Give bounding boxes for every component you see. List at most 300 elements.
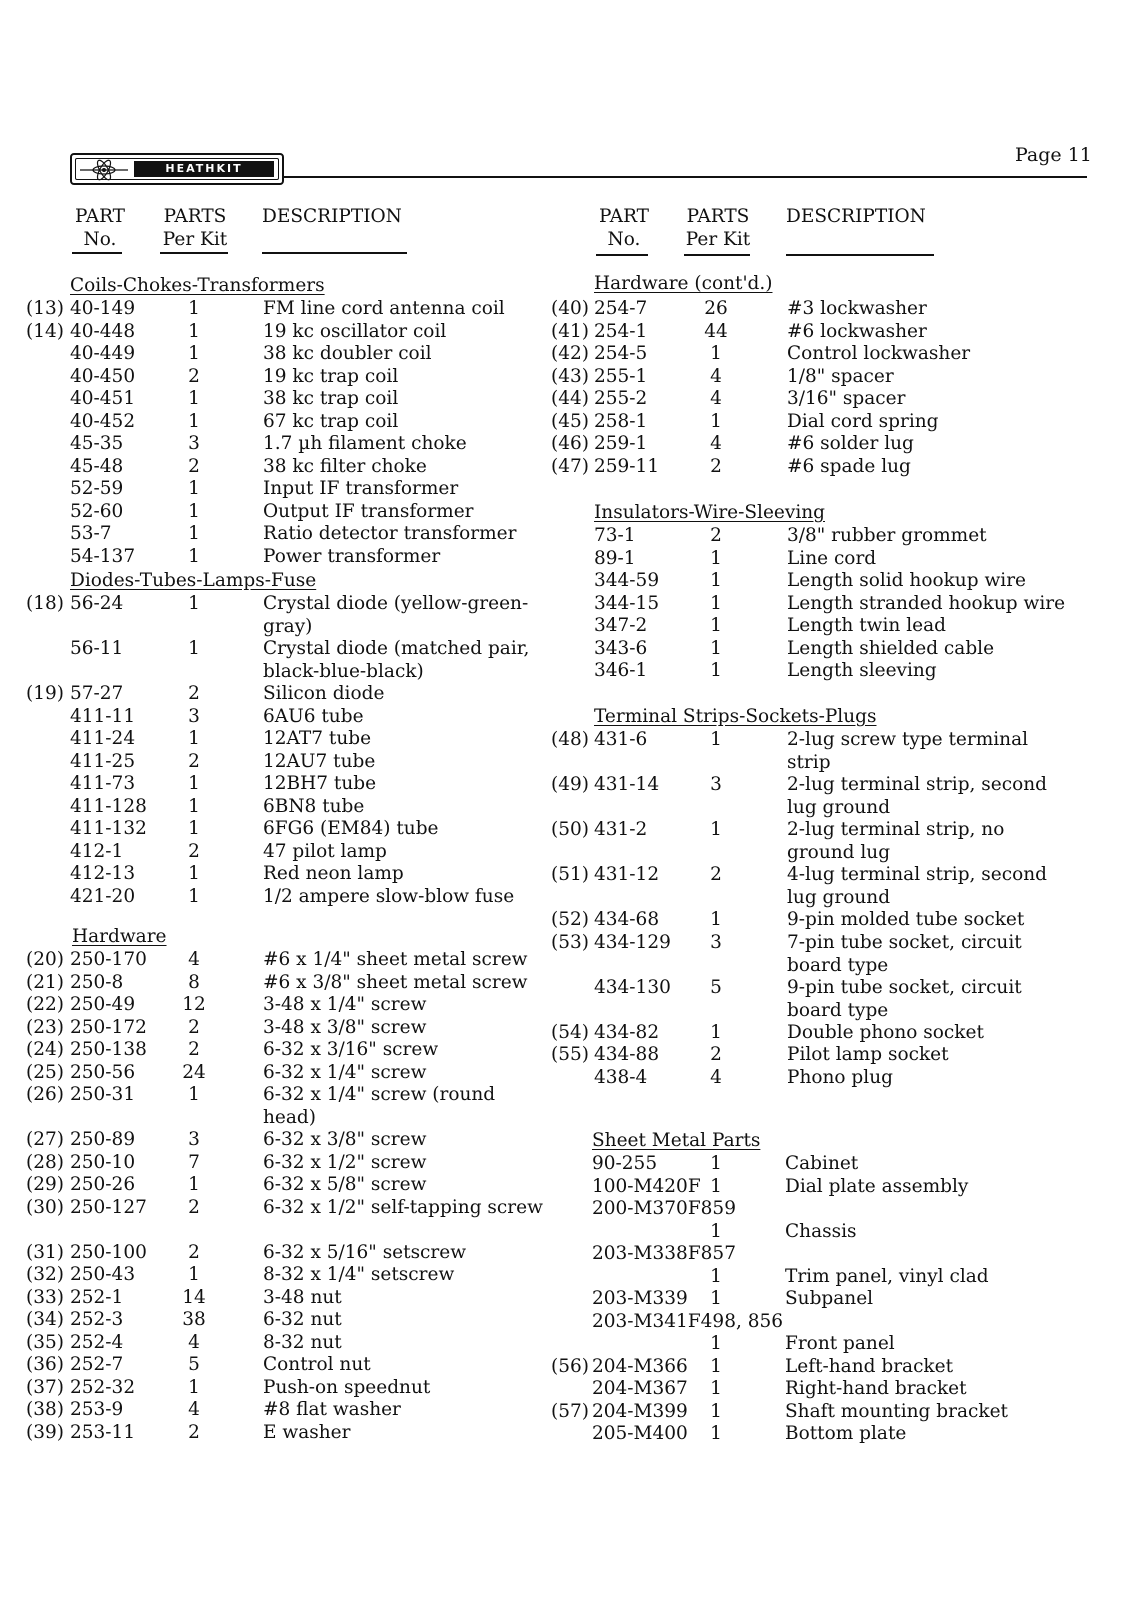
description: Control lockwasher (787, 343, 971, 364)
quantity: 1 (188, 728, 200, 749)
part-number: 258-1 (594, 410, 648, 432)
part-number: 421-20 (70, 885, 136, 907)
callout-number: (14) (26, 320, 64, 342)
quantity: 26 (704, 298, 728, 319)
callout-number: (31) (26, 1241, 64, 1263)
section-heading-hardware-contd: Hardware (cont'd.) (594, 273, 773, 294)
part-number: 255-2 (594, 388, 648, 409)
description: 47 pilot lamp (263, 840, 387, 862)
description: Length sleeving (787, 660, 937, 681)
quantity: 2 (188, 840, 200, 862)
quantity: 2 (710, 455, 722, 477)
header-underline (596, 254, 648, 256)
callout-number: (18) (26, 593, 64, 614)
part-number: 431-6 (594, 729, 648, 750)
header-parts-per-kit: PARTS Per Kit (685, 206, 751, 250)
atom-icon (78, 159, 130, 181)
callout-number: (39) (26, 1421, 64, 1443)
callout-number: (22) (26, 994, 64, 1015)
description: Length twin lead (787, 615, 946, 636)
quantity: 1 (188, 1376, 200, 1398)
quantity: 1 (188, 593, 200, 614)
parts-row (0, 1083, 1132, 1128)
part-number: 253-9 (70, 1399, 124, 1420)
quantity: 7 (188, 1151, 200, 1173)
quantity: 3 (188, 433, 200, 454)
quantity: 1 (710, 592, 722, 614)
part-number: 250-89 (70, 1129, 136, 1150)
quantity: 1 (710, 1333, 722, 1354)
callout-number: (55) (551, 1044, 589, 1065)
quantity: 2 (188, 1196, 200, 1218)
part-number: 250-10 (70, 1151, 136, 1173)
part-number: 434-68 (594, 909, 660, 930)
header-description: DESCRIPTION (786, 206, 926, 227)
description: Bottom plate (785, 1423, 907, 1444)
quantity: 3 (710, 774, 722, 795)
quantity: 4 (710, 365, 722, 387)
quantity: 1 (710, 637, 722, 659)
description: 6-32 x 3/16" screw (263, 1039, 439, 1060)
callout-number: (42) (551, 343, 589, 364)
quantity: 1 (188, 773, 200, 794)
quantity: 1 (710, 729, 722, 750)
quantity: 8 (188, 971, 200, 993)
parts-row (0, 863, 1132, 908)
part-number: 250-172 (70, 1016, 147, 1038)
part-number: 252-7 (70, 1354, 124, 1375)
description: 3-48 x 3/8" screw (263, 1016, 427, 1038)
parts-row (0, 1400, 1132, 1423)
description: 1/2 ampere slow-blow fuse (263, 885, 515, 907)
quantity: 1 (188, 298, 200, 319)
part-number: 344-59 (594, 570, 660, 591)
part-number: 343-6 (594, 637, 648, 659)
callout-number: (41) (551, 320, 589, 342)
part-number: 347-2 (594, 615, 648, 636)
quantity: 2 (188, 1421, 200, 1443)
part-number: 412-1 (70, 840, 124, 862)
parts-row (0, 410, 1132, 433)
callout-number: (49) (551, 774, 589, 795)
parts-row (0, 477, 1132, 500)
description: 6-32 nut (263, 1309, 342, 1330)
parts-row (0, 569, 1132, 592)
description: 2-lug screw type terminal strip (787, 729, 1029, 773)
part-number: 259-11 (594, 455, 660, 477)
parts-row (0, 1242, 1132, 1287)
description: 9-pin tube socket, circuit board type (787, 976, 1022, 1021)
header-part-no: PART No. (74, 206, 126, 250)
part-number: 45-35 (70, 433, 124, 454)
description: 38 kc filter choke (263, 455, 427, 477)
callout-number: (29) (26, 1174, 64, 1195)
quantity: 1 (188, 500, 200, 522)
part-number: 250-31 (70, 1084, 136, 1105)
callout-number: (43) (551, 365, 589, 387)
parts-row (0, 365, 1132, 388)
quantity: 1 (188, 863, 200, 884)
quantity: 44 (704, 320, 728, 342)
parts-row (0, 908, 1132, 931)
parts-row (0, 500, 1132, 523)
parts-row (0, 547, 1132, 570)
callout-number: (32) (26, 1264, 64, 1285)
quantity: 2 (188, 683, 200, 704)
description: Subpanel (785, 1288, 874, 1309)
quantity: 2 (188, 365, 200, 387)
section-heading-sheet-metal: Sheet Metal Parts (592, 1130, 761, 1151)
callout-number: (28) (26, 1151, 64, 1173)
callout-number: (33) (26, 1286, 64, 1308)
part-number: 52-60 (70, 500, 124, 522)
part-number: 40-149 (70, 298, 136, 319)
quantity: 1 (710, 1288, 722, 1309)
description: Line cord (787, 547, 877, 569)
part-number: 254-1 (594, 320, 648, 342)
part-number: 344-15 (594, 592, 660, 614)
description: 6-32 x 1/4" screw (round head) (263, 1084, 496, 1128)
description: 3-48 x 1/4" screw (263, 994, 427, 1015)
quantity: 1 (188, 320, 200, 342)
part-number: 52-59 (70, 478, 124, 499)
callout-number: (52) (551, 909, 589, 930)
part-number: 411-73 (70, 773, 136, 794)
callout-number: (19) (26, 683, 64, 704)
parts-row (0, 682, 1132, 705)
description: 12BH7 tube (263, 773, 377, 794)
parts-row (0, 387, 1132, 410)
part-number: 411-25 (70, 750, 136, 772)
callout-number: (21) (26, 971, 64, 993)
description: 9-pin molded tube socket (787, 909, 1025, 930)
part-number: 57-27 (70, 683, 124, 704)
part-number: 53-7 (70, 523, 112, 544)
callout-number: (40) (551, 298, 589, 319)
callout-number: (34) (26, 1309, 64, 1330)
description: 7-pin tube socket, circuit board type (787, 931, 1022, 976)
quantity: 4 (188, 949, 200, 970)
callout-number: (47) (551, 455, 589, 477)
section-heading-terminal: Terminal Strips-Sockets-Plugs (594, 706, 877, 727)
description: FM line cord antenna coil (263, 298, 505, 319)
parts-row (0, 705, 1132, 728)
description: Right-hand bracket (785, 1378, 967, 1399)
callout-number: (13) (26, 298, 64, 319)
part-number: 412-13 (70, 863, 136, 884)
description: 12AU7 tube (263, 750, 376, 772)
part-number: 253-11 (70, 1421, 136, 1443)
parts-row (0, 1066, 1132, 1089)
quantity: 1 (710, 547, 722, 569)
description: 4-lug terminal strip, second lug ground (787, 864, 1047, 908)
part-number: 411-24 (70, 728, 136, 749)
description: Silicon diode (263, 683, 385, 704)
header-underline (684, 254, 750, 256)
part-number: 54-137 (70, 545, 136, 567)
part-number: 250-127 (70, 1196, 147, 1218)
quantity: 1 (188, 478, 200, 499)
quantity: 38 (182, 1309, 206, 1330)
quantity: 24 (182, 1061, 206, 1083)
description: 2-lug terminal strip, no ground lug (787, 819, 1005, 863)
parts-row (0, 1152, 1132, 1175)
header-parts-per-kit: PARTS Per Kit (162, 206, 228, 250)
heathkit-logo (70, 153, 284, 185)
description: 6-32 x 1/2" self-tapping screw (263, 1196, 543, 1218)
quantity: 1 (710, 1021, 722, 1043)
quantity: 2 (188, 1241, 200, 1263)
description: Double phono socket (787, 1021, 984, 1043)
quantity: 1 (188, 1264, 200, 1285)
quantity: 14 (182, 1286, 206, 1308)
description: Dial plate assembly (785, 1175, 969, 1197)
header-part-no: PART No. (598, 206, 650, 250)
description: Left-hand bracket (785, 1355, 954, 1377)
description: 1.7 µh filament choke (263, 433, 467, 454)
part-number: 40-452 (70, 410, 136, 432)
part-number: 100-M420F (592, 1175, 701, 1197)
quantity: 1 (188, 818, 200, 839)
parts-row (0, 637, 1132, 660)
part-number: 250-8 (70, 971, 124, 993)
callout-number: (24) (26, 1039, 64, 1060)
quantity: 2 (710, 1044, 722, 1065)
description: Length solid hookup wire (787, 570, 1026, 591)
quantity: 2 (710, 864, 722, 885)
part-number: 434-129 (594, 931, 671, 953)
quantity: 1 (188, 545, 200, 567)
description: Trim panel, vinyl clad (785, 1265, 989, 1287)
description: Shaft mounting bracket (785, 1400, 1008, 1422)
part-number: 204-M366 (592, 1355, 688, 1377)
description: Front panel (785, 1333, 895, 1354)
part-number: 434-130 (594, 976, 671, 998)
description: #6 solder lug (787, 433, 914, 454)
description: Length stranded hookup wire (787, 592, 1066, 614)
section-heading-diodes: Diodes-Tubes-Lamps-Fuse (70, 570, 317, 591)
part-number: 411-132 (70, 818, 147, 839)
page-number: Page 11 (1015, 144, 1092, 166)
part-number: 203-M341F498, 856 (592, 1310, 784, 1332)
callout-number: (51) (551, 864, 589, 885)
quantity: 4 (710, 1066, 722, 1088)
parts-row (0, 432, 1132, 455)
part-number: 411-128 (70, 795, 147, 817)
description: 3-48 nut (263, 1286, 342, 1308)
callout-number: (54) (551, 1021, 589, 1043)
description: Red neon lamp (263, 863, 404, 884)
parts-row (0, 818, 1132, 863)
description: Power transformer (263, 545, 441, 567)
callout-number: (50) (551, 819, 589, 840)
part-number: 411-11 (70, 705, 136, 727)
quantity: 1 (710, 1378, 722, 1399)
description: Dial cord spring (787, 410, 939, 432)
parts-row (0, 976, 1132, 1021)
callout-number: (35) (26, 1331, 64, 1353)
part-number: 250-138 (70, 1039, 147, 1060)
parts-row (0, 1287, 1132, 1310)
part-number: 438-4 (594, 1066, 648, 1088)
parts-row (0, 1021, 1132, 1044)
callout-number: (36) (26, 1354, 64, 1375)
description: 12AT7 tube (263, 728, 372, 749)
description: #3 lockwasher (787, 298, 927, 319)
section-heading-coils: Coils-Chokes-Transformers (70, 275, 325, 296)
section-heading-hardware: Hardware (72, 926, 167, 947)
description: 38 kc doubler coil (263, 343, 432, 364)
callout-number: (53) (551, 931, 589, 953)
quantity: 1 (710, 410, 722, 432)
description: #6 lockwasher (787, 320, 927, 342)
description: 3/16" spacer (787, 388, 906, 409)
quantity: 4 (188, 1399, 200, 1420)
quantity: 1 (710, 1220, 722, 1242)
parts-row (0, 1043, 1132, 1066)
parts-row (0, 524, 1132, 547)
part-number: 255-1 (594, 365, 648, 387)
quantity: 1 (188, 638, 200, 659)
description: E washer (263, 1421, 351, 1443)
description: Crystal diode (matched pair, black-blue-black) (263, 638, 530, 682)
part-number: 250-49 (70, 994, 136, 1015)
part-number: 203-M339 (592, 1288, 688, 1309)
callout-number: (48) (551, 729, 589, 750)
description: 6-32 x 1/2" screw (263, 1151, 427, 1173)
quantity: 1 (710, 1265, 722, 1287)
description: 8-32 x 1/4" setscrew (263, 1264, 455, 1285)
part-number: 40-451 (70, 388, 136, 409)
callout-number: (44) (551, 388, 589, 409)
part-number: 40-448 (70, 320, 136, 342)
part-number: 250-56 (70, 1061, 136, 1083)
part-number: 431-14 (594, 774, 660, 795)
part-number: 434-88 (594, 1044, 660, 1065)
quantity: 2 (188, 1016, 200, 1038)
quantity: 1 (188, 523, 200, 544)
part-number: 56-24 (70, 593, 124, 614)
callout-number: (30) (26, 1196, 64, 1218)
description: Control nut (263, 1354, 371, 1375)
quantity: 5 (710, 976, 722, 998)
quantity: 1 (188, 1084, 200, 1105)
part-number: 346-1 (594, 660, 648, 681)
part-number: 205-M400 (592, 1423, 688, 1444)
callout-number: (46) (551, 433, 589, 454)
callout-number: (57) (551, 1400, 589, 1422)
part-number: 89-1 (594, 547, 636, 569)
quantity: 1 (188, 885, 200, 907)
quantity: 3 (188, 705, 200, 727)
part-number: 40-450 (70, 365, 136, 387)
quantity: 1 (710, 570, 722, 591)
quantity: 1 (710, 1175, 722, 1197)
description: 67 kc trap coil (263, 410, 399, 432)
quantity: 1 (188, 343, 200, 364)
parts-row (0, 1377, 1132, 1400)
description: Crystal diode (yellow-green-gray) (263, 593, 529, 637)
description: 6-32 x 3/8" screw (263, 1129, 427, 1150)
parts-row (0, 1310, 1132, 1355)
quantity: 1 (710, 909, 722, 930)
description: 6-32 x 5/8" screw (263, 1174, 427, 1195)
quantity: 1 (188, 795, 200, 817)
description: Input IF transformer (263, 478, 459, 499)
quantity: 1 (710, 615, 722, 636)
header-underline (160, 252, 228, 254)
part-number: 204-M367 (592, 1378, 688, 1399)
parts-row (0, 931, 1132, 976)
parts-row (0, 1197, 1132, 1242)
part-number: 250-26 (70, 1174, 136, 1195)
quantity: 1 (188, 410, 200, 432)
quantity: 1 (710, 1400, 722, 1422)
quantity: 4 (710, 433, 722, 454)
part-number: 40-449 (70, 343, 136, 364)
quantity: 3 (188, 1129, 200, 1150)
parts-row (0, 1128, 1132, 1151)
description: 1/8" spacer (787, 365, 894, 387)
parts-row (0, 614, 1132, 637)
part-number: 73-1 (594, 525, 636, 546)
callout-number: (45) (551, 410, 589, 432)
part-number: 252-4 (70, 1331, 124, 1353)
quantity: 2 (188, 1039, 200, 1060)
description: #8 flat washer (263, 1399, 401, 1420)
description: 19 kc trap coil (263, 365, 399, 387)
part-number: 259-1 (594, 433, 648, 454)
description: 6-32 x 1/4" screw (263, 1061, 427, 1083)
callout-number: (38) (26, 1399, 64, 1420)
part-number: 250-43 (70, 1264, 136, 1285)
part-number: 431-2 (594, 819, 648, 840)
description: Pilot lamp socket (787, 1044, 949, 1065)
part-number: 45-48 (70, 455, 124, 477)
quantity: 4 (188, 1331, 200, 1353)
header-description: DESCRIPTION (262, 206, 402, 227)
quantity: 1 (710, 1153, 722, 1174)
parts-row (0, 592, 1132, 615)
description: #6 x 3/8" sheet metal screw (263, 971, 528, 993)
part-number: 250-100 (70, 1241, 147, 1263)
quantity: 1 (710, 1423, 722, 1444)
description: 3/8" rubber grommet (787, 525, 987, 546)
description: #6 spade lug (787, 455, 911, 477)
description: Ratio detector transformer (263, 523, 517, 544)
description: 6-32 x 5/16" setscrew (263, 1241, 467, 1263)
quantity: 2 (188, 750, 200, 772)
description: 2-lug terminal strip, second lug ground (787, 774, 1047, 818)
parts-row (0, 455, 1132, 478)
description: 8-32 nut (263, 1331, 342, 1353)
header-rule (282, 176, 1087, 178)
description: Length shielded cable (787, 637, 995, 659)
quantity: 5 (188, 1354, 200, 1375)
description: Output IF transformer (263, 500, 474, 522)
part-number: 56-11 (70, 638, 124, 659)
quantity: 2 (710, 525, 722, 546)
quantity: 1 (710, 819, 722, 840)
section-heading-insulators: Insulators-Wire-Sleeving (594, 502, 825, 523)
quantity: 3 (710, 931, 722, 953)
quantity: 1 (710, 660, 722, 681)
parts-row (0, 297, 1132, 320)
part-number: 431-12 (594, 864, 660, 885)
description: Cabinet (785, 1153, 859, 1174)
part-number: 434-82 (594, 1021, 660, 1043)
callout-number: (26) (26, 1084, 64, 1105)
